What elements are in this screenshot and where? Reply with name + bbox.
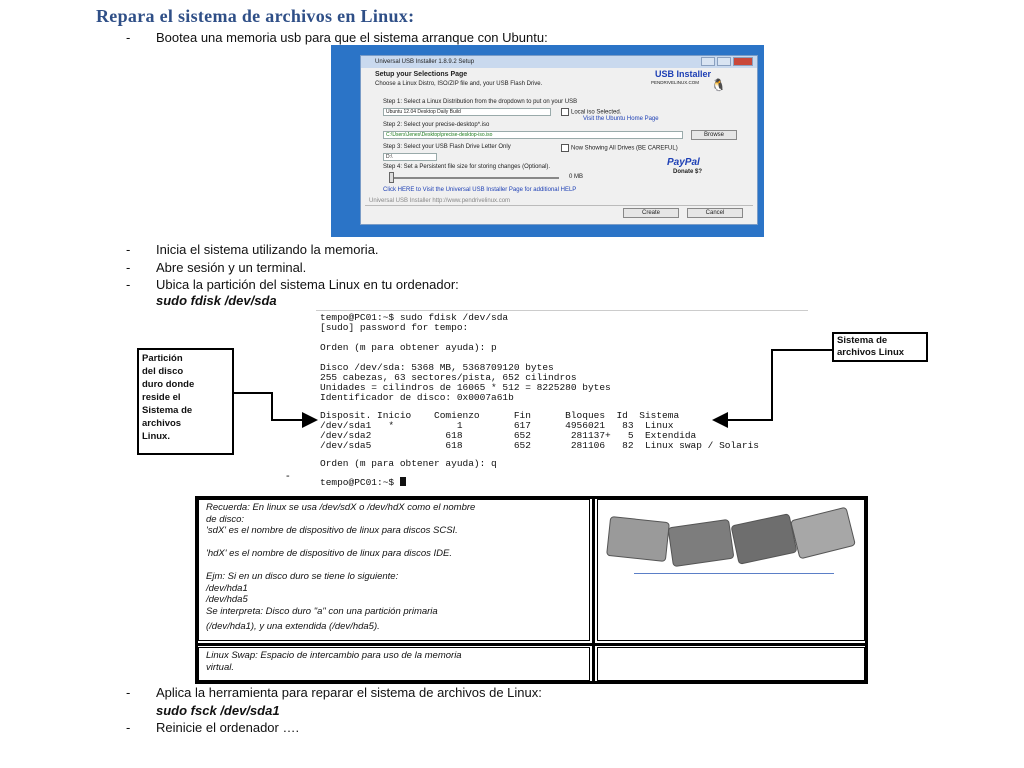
callout-line: Partición: [142, 353, 183, 364]
callout-line: Sistema de: [837, 335, 888, 346]
step-text: Inicia el sistema utilizando la memoria.: [156, 242, 379, 257]
note-line: [206, 537, 475, 549]
note-text: [206, 502, 475, 633]
note-line: [206, 560, 475, 572]
empty-cell: [597, 647, 865, 681]
terminal-line: tempo@PC01:~$ sudo fdisk /dev/sda: [320, 312, 509, 323]
bullet-dash: -: [126, 277, 131, 292]
terminal-line: /dev/sda2 618 652 281137+ 5 Extendida: [320, 430, 697, 441]
step1-label: Step 1: Select a Linux Distribution from the dropdown to put on your USB: [383, 99, 578, 105]
fdisk-command: sudo fdisk /dev/sda: [156, 293, 277, 308]
callout-line: archivos Linux: [837, 347, 905, 358]
bullet-dash: -: [126, 30, 131, 45]
step-text: Ubica la partición del sistema Linux en tu ordenador:: [156, 277, 459, 292]
note-line: Ejm: Si en un disco duro se tiene lo siguiente:: [206, 571, 399, 582]
distro-select[interactable]: Ubuntu 12.04 Desktop Daily Build: [383, 108, 551, 116]
step2-label: Step 2: Select your precise-desktop*.iso: [383, 122, 490, 128]
iso-path-input[interactable]: C:\Users\Jenes\Desktop\precise-desktop-iso.iso: [383, 131, 683, 139]
browse-button[interactable]: Browse: [691, 130, 737, 140]
donate-link[interactable]: Donate $?: [673, 169, 703, 175]
step4-label: Step 4: Set a Persistent file size for storing changes (Optional).: [383, 164, 551, 170]
terminal-line: Orden (m para obtener ayuda): p: [320, 342, 497, 353]
hard-drives-image: [604, 505, 860, 585]
installer-header: Setup your Selections Page: [375, 71, 468, 78]
prompt-text: tempo@PC01:~$: [320, 477, 400, 488]
arrow-to-sda1: [234, 393, 316, 420]
callout-line: Linux.: [142, 431, 170, 442]
terminal-line: 255 cabezas, 63 sectores/pista, 652 cilindros: [320, 372, 577, 383]
logo-site: PENDRIVELINUX.COM: [651, 80, 700, 85]
terminal-line: Identificador de disco: 0x0007a61b: [320, 392, 514, 403]
drive-select[interactable]: D:\: [383, 153, 437, 161]
note-line: de disco:: [206, 513, 245, 525]
hard-drive-icon: [790, 507, 856, 560]
persist-value: 0 MB: [569, 174, 584, 180]
usb-installer-logo: USB Installer: [655, 69, 712, 79]
note-line: /dev/hda5: [206, 594, 248, 605]
step-text: Aplica la herramienta para reparar el sistema de archivos de Linux:: [156, 685, 542, 700]
note-line: 'hdX' es el nombre de dispositivo de linux para discos IDE.: [206, 548, 453, 559]
terminal-line: /dev/sda5 618 652 281106 82 Linux swap / Solaris: [320, 440, 759, 451]
terminal-line: Orden (m para obtener ayuda): q: [320, 458, 497, 469]
swap-line: virtual.: [206, 661, 234, 673]
terminal-line: Disposit. Inicio Comienzo Fin Bloques Id Sistema: [320, 410, 680, 421]
note-line: (/dev/hda1), y una extendida (/dev/hda5).: [206, 621, 380, 632]
show-all-label: Now Showing All Drives (BE CAREFUL): [571, 145, 678, 152]
bullet-dash: -: [286, 470, 290, 482]
bullet-dash: -: [126, 242, 131, 257]
terminal-line: Disco /dev/sda: 5368 MB, 5368709120 bytes: [320, 362, 554, 373]
note-line: 'sdX' es el nombre de dispositivo de linux para discos SCSI.: [206, 525, 458, 536]
help-link[interactable]: Click HERE to Visit the Universal USB Installer Page for additional HELP: [383, 187, 577, 193]
paypal-logo: PayPal: [667, 157, 700, 168]
hard-drive-icon: [668, 519, 735, 567]
hard-drive-icon: [730, 513, 797, 565]
window-title: Universal USB Installer 1.8.9.2 Setup: [375, 59, 475, 65]
create-button[interactable]: Create: [623, 208, 679, 218]
hard-drive-icon: [606, 516, 670, 562]
note-line: Recuerda: En linux se usa /dev/sdX o /dev/hdX como el nombre: [206, 502, 476, 513]
terminal-line: [sudo] password for tempo:: [320, 322, 469, 333]
callout-line: Sistema de: [142, 405, 193, 416]
penguin-icon: 🐧: [711, 78, 726, 92]
bullet-dash: -: [126, 260, 131, 275]
step-text: Reinicie el ordenador ….: [156, 720, 300, 735]
divider: [634, 573, 834, 574]
installer-subheader: Choose a Linux Distro, ISO/ZIP file and, your USB Flash Drive.: [375, 81, 543, 87]
cancel-button[interactable]: Cancel: [687, 208, 743, 218]
callout-line: archivos: [142, 418, 182, 429]
step-text: Abre sesión y un terminal.: [156, 260, 307, 275]
step-text: Bootea una memoria usb para que el sistema arranque con Ubuntu:: [156, 30, 548, 45]
table-divider-vertical: [592, 496, 595, 684]
terminal-line: /dev/sda1 * 1 617 4956021 83 Linux: [320, 420, 674, 431]
bullet-dash: -: [126, 720, 131, 735]
terminal-line: Unidades = cilindros de 16065 * 512 = 8225280 bytes: [320, 382, 611, 393]
local-iso-label: Local iso Selected.: [571, 109, 622, 116]
step3-label: Step 3: Select your USB Flash Drive Letter Only: [383, 144, 511, 150]
bullet-dash: -: [126, 685, 131, 700]
callout-line: del disco: [142, 366, 184, 377]
note-line: /dev/hda1: [206, 582, 248, 594]
page-title: Repara el sistema de archivos en Linux:: [96, 6, 415, 26]
swap-line: Linux Swap: Espacio de intercambio para uso de la memoria: [206, 650, 462, 661]
fsck-command: sudo fsck /dev/sda1: [156, 703, 280, 718]
note-line: Se interpreta: Disco duro "a" con una partición primaria: [206, 605, 438, 617]
callout-line: reside el: [142, 392, 181, 403]
visit-ubuntu-link[interactable]: Visit the Ubuntu Home Page: [583, 116, 659, 122]
table-divider-horizontal: [195, 643, 868, 646]
installer-footer: Universal USB Installer http://www.pendrivelinux.com: [369, 198, 511, 204]
arrow-to-linux: [714, 350, 832, 420]
callout-line: duro donde: [142, 379, 195, 390]
swap-text: [206, 650, 462, 673]
